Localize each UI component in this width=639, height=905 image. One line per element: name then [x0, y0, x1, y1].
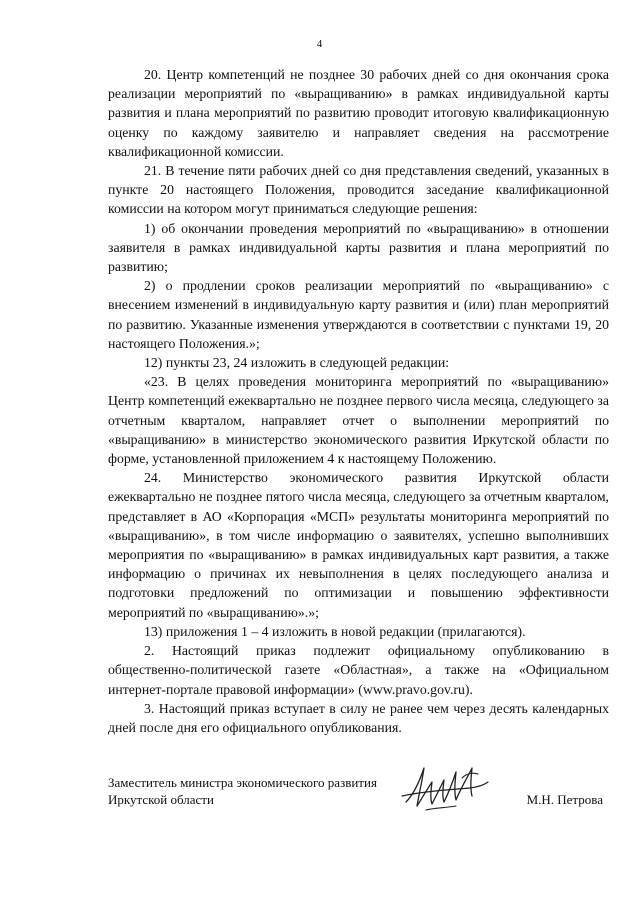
paragraph-amendment-13: 13) приложения 1 – 4 изложить в новой редакции (прилагаются).: [144, 623, 526, 639]
paragraph-decision-1: 1) об окончании проведения мероприятий по «выращиванию» в отношении заявителя в рамках индивидуальной карты развития и плана мероприятий по развитию;: [108, 220, 609, 275]
document-body: [108, 65, 609, 737]
handwritten-signature: [400, 758, 492, 820]
paragraph-amendment-12: 12) пункты 23, 24 изложить в следующей редакции:: [144, 355, 450, 371]
paragraph-item-20: 20. Центр компетенций не позднее 30 рабочих дней со дня окончания срока реализации мероприятий по «выращиванию» в рамках индивидуальной карты развития и плана мероприятий по развитию проводит итоговую квалификационную оценку по каждому заявителю и направляет сведения на рассмотрение квалификационной комиссии.: [108, 67, 609, 159]
paragraph-effective-date: 3. Настоящий приказ вступает в силу не ранее чем через десять календарных дней после дня его официального опубликования.: [108, 700, 609, 735]
signer-position: Заместитель министра экономического развития Иркутской области: [108, 775, 377, 807]
signature-block: [108, 772, 609, 832]
paragraph-publication: 2. Настоящий приказ подлежит официальному опубликованию в общественно-политической газете «Областная», а также на «Официальном интернет-портале правовой информации» (www.pravo.gov.ru).: [108, 643, 609, 697]
signer-name: М.Н. Петрова: [526, 792, 603, 807]
page-number: 4: [316, 38, 323, 50]
paragraph-item-24: 24. Министерство экономического развития Иркутской области ежеквартально не позднее пятого числа месяца, следующего за отчетным кварталом, представляет в АО «Корпорация «МСП» результаты мониторинга мероприятий по «выращиванию», в том числе информацию о заявителях, успешно выполнивших мероприятия по «выращиванию» в рамках индивидуальных карт развития, а также информацию о причинах их невыполнения в целях последующего анализа и подготовки предложений по оптимизации и повышению эффективности мероприятий по «выращиванию».»;: [108, 470, 609, 620]
paragraph-item-23: «23. В целях проведения мониторинга мероприятий по «выращиванию» Центр компетенций ежеквартально не позднее первого числа месяца, следующего за отчетным кварталом, направляет отчет о выполнении мероприятий по «выращиванию» в министерство экономического развития Иркутской области по форме, установленной приложением 4 к настоящему Положению.: [108, 374, 609, 467]
paragraph-item-21: 21. В течение пяти рабочих дней со дня представления сведений, указанных в пункте 20 настоящего Положения, проводится заседание квалификационной комиссии на котором могут приниматься следующие решения:: [108, 163, 609, 217]
paragraph-decision-2: 2) о продлении сроков реализации мероприятий по «выращиванию» с внесением изменений в индивидуальную карту развития и (или) план мероприятий по развитию. Указанные изменения утверждаются в соответствии с пунктами 19, 20 настоящего Положения.»;: [108, 278, 609, 351]
